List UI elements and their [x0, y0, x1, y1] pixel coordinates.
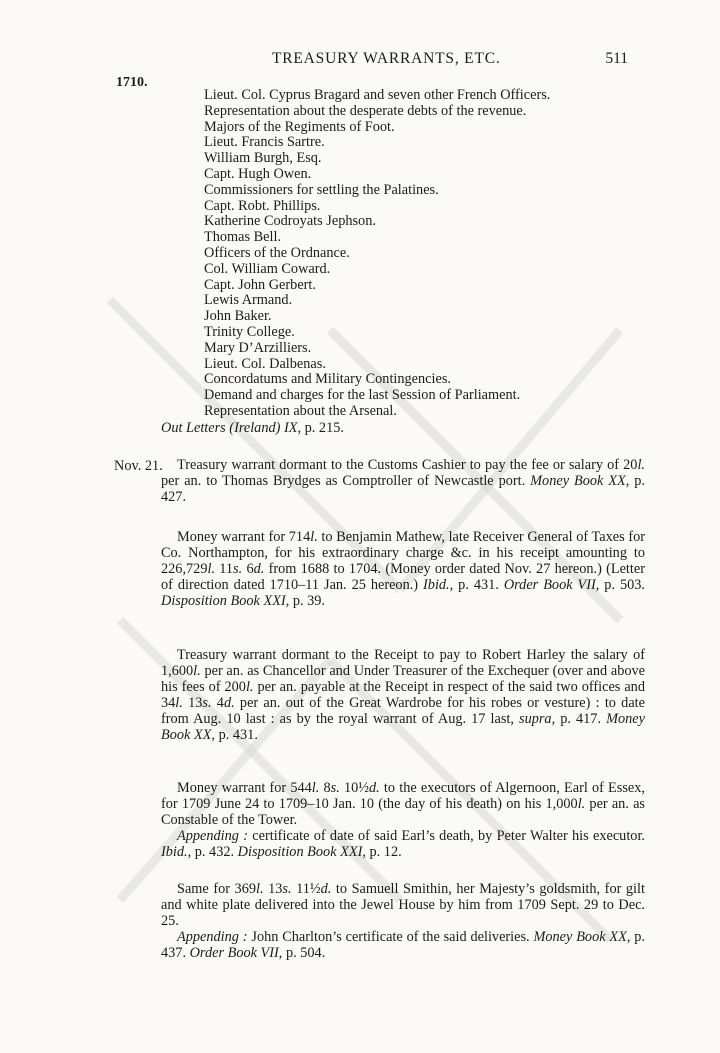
- recipient-list: [204, 88, 644, 420]
- page-number: 511: [605, 50, 628, 67]
- list-item: Col. William Coward.: [204, 260, 331, 277]
- list-item: Thomas Bell.: [204, 229, 282, 246]
- list-item: Lieut. Col. Cyprus Bragard and seven other French Officers.: [204, 87, 551, 103]
- list-item: Mary D’Arzilliers.: [204, 339, 312, 356]
- list-item: Majors of the Regiments of Foot.: [204, 118, 395, 135]
- list-item: Officers of the Ordnance.: [204, 244, 350, 261]
- list-item: Capt. Robt. Phillips.: [204, 197, 321, 214]
- out-letters-reference: [161, 420, 344, 436]
- list-item: Lieut. Col. Dalbenas.: [204, 355, 326, 372]
- entry-customs-warrant: Treasury warrant dormant to the Customs Cashier to pay the fee or salary of 20l. per an. to Thomas Brydges as Comptroller of Newcastle port. Money Book XX, p. 427.: [161, 457, 646, 505]
- appending-label: Appending :: [177, 928, 248, 945]
- appending-label: Appending :: [177, 827, 248, 844]
- entry-date: Nov. 21.: [114, 458, 163, 474]
- entry-smithin-warrant: Same for 369l. 13s. 11½d. to Samuell Smithin, her Majesty’s goldsmith, for gilt and white plate delivered into the Jewel House by him from 1709 Sept. 29 to Dec. 25. Appending : John Charlton’s certificate of the said deliveries. Money Book XX, p. 437. Order Book VII, p. 504.: [161, 881, 646, 961]
- list-item: Capt. John Gerbert.: [204, 276, 316, 293]
- source-reference: Money Book XX: [530, 472, 626, 489]
- year-label: 1710.: [116, 75, 148, 90]
- source-page: , p. 215.: [297, 420, 344, 436]
- list-item: Representation about the Arsenal.: [204, 402, 397, 419]
- running-title: TREASURY WARRANTS, ETC.: [272, 50, 501, 67]
- list-item: Katherine Codroyats Jephson.: [204, 213, 376, 230]
- list-item: Lieut. Francis Sartre.: [204, 134, 325, 151]
- entry-mathew-warrant: Money warrant for 714l. to Benjamin Mathew, late Receiver General of Taxes for Co. Northampton, for his extraordinary charge &c. in his receipt amounting to 226,729l. 11s. 6d. from 1688 to 1704. (Money order dated Nov. 27 hereon.) (Letter of direction dated 1710–11 Jan. 25 hereon.) Ibid., p. 431. Order Book VII, p. 503. Disposition Book XXI, p. 39.: [161, 529, 646, 609]
- list-item: William Burgh, Esq.: [204, 150, 322, 167]
- source-title: Out Letters (Ireland) IX: [161, 420, 298, 436]
- list-item: Concordatums and Military Contingencies.: [204, 371, 451, 388]
- list-item: Capt. Hugh Owen.: [204, 165, 312, 182]
- list-item: Representation about the desperate debts of the revenue.: [204, 102, 527, 119]
- list-item: Lewis Armand.: [204, 292, 293, 309]
- list-item: Commissioners for settling the Palatines.: [204, 181, 439, 198]
- list-item: Demand and charges for the last Session of Parliament.: [204, 387, 521, 404]
- page-header: [0, 50, 720, 70]
- list-item: Trinity College.: [204, 323, 295, 340]
- entry-essex-warrant: Money warrant for 544l. 8s. 10½d. to the executors of Algernoon, Earl of Essex, for 1709 June 24 to 1709–10 Jan. 10 (the day of his death) on his 1,000l. per an. as Constable of the Tower. Appending : certificate of date of said Earl’s death, by Peter Walter his executor. Ibid., p. 432. Disposition Book XXI, p. 12.: [161, 780, 645, 860]
- entry-harley-warrant: Treasury warrant dormant to the Receipt to pay to Robert Harley the salary of 1,600l. per an. as Chancellor and Under Treasurer of the Exchequer (over and above his fees of 200l. per an. payable at the Receipt in respect of the said two offices and 34l. 13s. 4d. per an. out of the Great Wardrobe for his robes or vesture) : to date from Aug. 10 last : as by the royal warrant of Aug. 17 last, supra, p. 417. Money Book XX, p. 431.: [161, 647, 645, 743]
- list-item: John Baker.: [204, 308, 272, 325]
